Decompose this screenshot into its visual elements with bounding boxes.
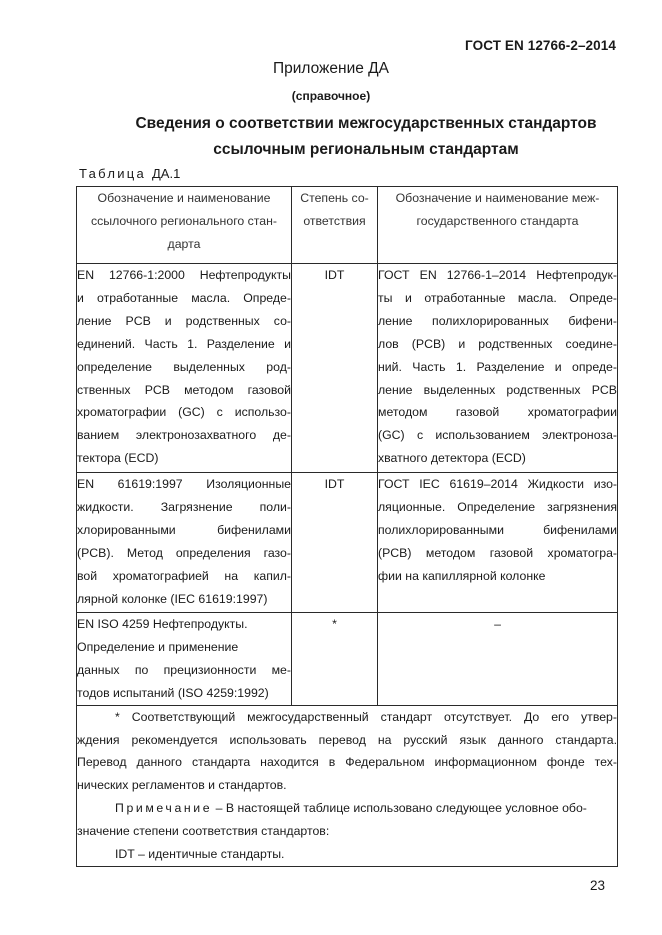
cell-line: хватного детектора (ECD): [378, 451, 526, 466]
cell-line: лярной колонке (IEC 61619:1997): [77, 591, 268, 606]
header-line: государственного стандарта: [416, 213, 579, 228]
cell-line: тодов испытаний (ISO 4259:1992): [77, 685, 269, 700]
title-line: ссылочным региональным стандартам: [213, 141, 519, 158]
cell-line: ванием электронозахватного де-: [77, 428, 291, 443]
table-footnote: [77, 705, 618, 866]
header-line: Степень со-: [300, 191, 369, 205]
cell-line: ГОСТ IEC 61619–2014 Жидкости изо-: [378, 477, 617, 491]
cell-line: и отработанные масла. Опреде-: [77, 290, 291, 305]
header-line: Обозначение и наименование меж-: [395, 191, 600, 205]
cell-line: ление выделенных родственных PCB: [378, 382, 617, 397]
idt-definition: IDT – идентичные стандарты.: [115, 847, 285, 862]
note-label: Примечание: [115, 801, 213, 816]
header-line: дарта: [167, 236, 201, 251]
note-line: [77, 797, 617, 820]
header-col-interstate-standard: [378, 187, 618, 264]
table-row: [77, 264, 618, 473]
cell-line: жидкости. Загрязнение поли-: [77, 499, 291, 514]
footnote-line: Перевод данного стандарта находится в Федеральном информационном фонде тех-: [77, 755, 617, 770]
table-header-row: [77, 187, 618, 264]
cell-line: (PCB) методом газовой хроматогра-: [378, 545, 617, 560]
table-row: [77, 613, 618, 706]
appendix-status: (справочное): [291, 89, 371, 103]
header-line: ссылочного регионального стан-: [90, 213, 278, 228]
correspondence-table: [76, 186, 618, 867]
cell-line: тектора (ECD): [77, 451, 159, 466]
cell-line: EN 12766-1:2000 Нефтепродукты: [77, 268, 291, 282]
table-caption: [79, 166, 180, 181]
row-interstate-standard: [378, 264, 618, 473]
header-line: Обозначение и наименование: [97, 191, 271, 205]
cell-line: вой хроматографией на капил-: [77, 568, 291, 583]
note-text: – В настоящей таблице использовано следующее условное обо-: [215, 801, 587, 816]
cell-line: ний. Часть 1. Разделение и опреде-: [378, 359, 617, 374]
cell-line: единений. Часть 1. Разделение и: [77, 336, 291, 351]
cell-line: ГОСТ EN 12766-1–2014 Нефтепродук-: [378, 268, 617, 282]
cell-line: ление PCB и родственных со-: [77, 313, 291, 328]
cell-line: фии на капиллярной колонке: [378, 568, 546, 583]
title-line: Сведения о соответствии межгосударственных стандартов: [135, 115, 597, 132]
cell-line: EN ISO 4259 Нефтепродукты.: [77, 617, 248, 631]
table-footnote-row: [77, 705, 618, 866]
document-code: ГОСТ EN 12766-2–2014: [465, 38, 616, 53]
footnote-line: * Соответствующий межгосударственный стандарт отсутствует. До его утвер-: [115, 709, 617, 724]
row-degree: IDT: [292, 473, 378, 613]
table-row: [77, 473, 618, 613]
appendix-label: Приложение ДА: [272, 60, 390, 77]
header-col-ref-standard: [77, 187, 292, 264]
header-col-degree: [292, 187, 378, 264]
cell-line: определение выделенных род-: [77, 359, 291, 374]
appendix-title: [0, 111, 662, 163]
row-ref-standard: [77, 473, 292, 613]
cell-line: ляционные. Определение загрязнения: [378, 499, 617, 514]
table-caption-prefix: Таблица: [79, 166, 147, 181]
cell-line: ление полихлорированных бифени-: [378, 313, 617, 328]
row-interstate-standard: –: [378, 613, 618, 706]
cell-line: (PCB). Метод определения газо-: [77, 545, 291, 560]
row-ref-standard: [77, 613, 292, 706]
cell-line: данных по прецизионности ме-: [77, 662, 291, 677]
row-interstate-standard: [378, 473, 618, 613]
page-number: 23: [590, 878, 606, 893]
row-degree: IDT: [292, 264, 378, 473]
cell-line: полихлорированными бифенилами: [378, 522, 617, 537]
footnote-line: нических регламентов и стандартов.: [77, 778, 287, 793]
cell-line: хлорированными бифенилами: [77, 522, 291, 537]
cell-line: (GC) с использованием электроноза-: [378, 428, 617, 443]
footnote-line: ждения рекомендуется использовать перевод на русский язык данного стандарта.: [77, 732, 617, 747]
cell-line: ственных PCB методом газовой: [77, 382, 291, 397]
cell-line: EN 61619:1997 Изоляционные: [77, 477, 291, 491]
cell-line: хроматографии (GC) с использо-: [77, 405, 291, 420]
cell-line: методом газовой хроматографии: [378, 405, 617, 420]
row-degree: *: [292, 613, 378, 706]
header-line: ответствия: [303, 213, 366, 228]
cell-line: Определение и применение: [77, 639, 239, 654]
table-caption-number: ДА.1: [152, 166, 181, 181]
row-ref-standard: [77, 264, 292, 473]
note-line: значение степени соответствия стандартов:: [77, 824, 330, 839]
cell-line: ты и отработанные масла. Опреде-: [378, 290, 617, 305]
cell-line: лов (PCB) и родственных соедине-: [378, 336, 617, 351]
